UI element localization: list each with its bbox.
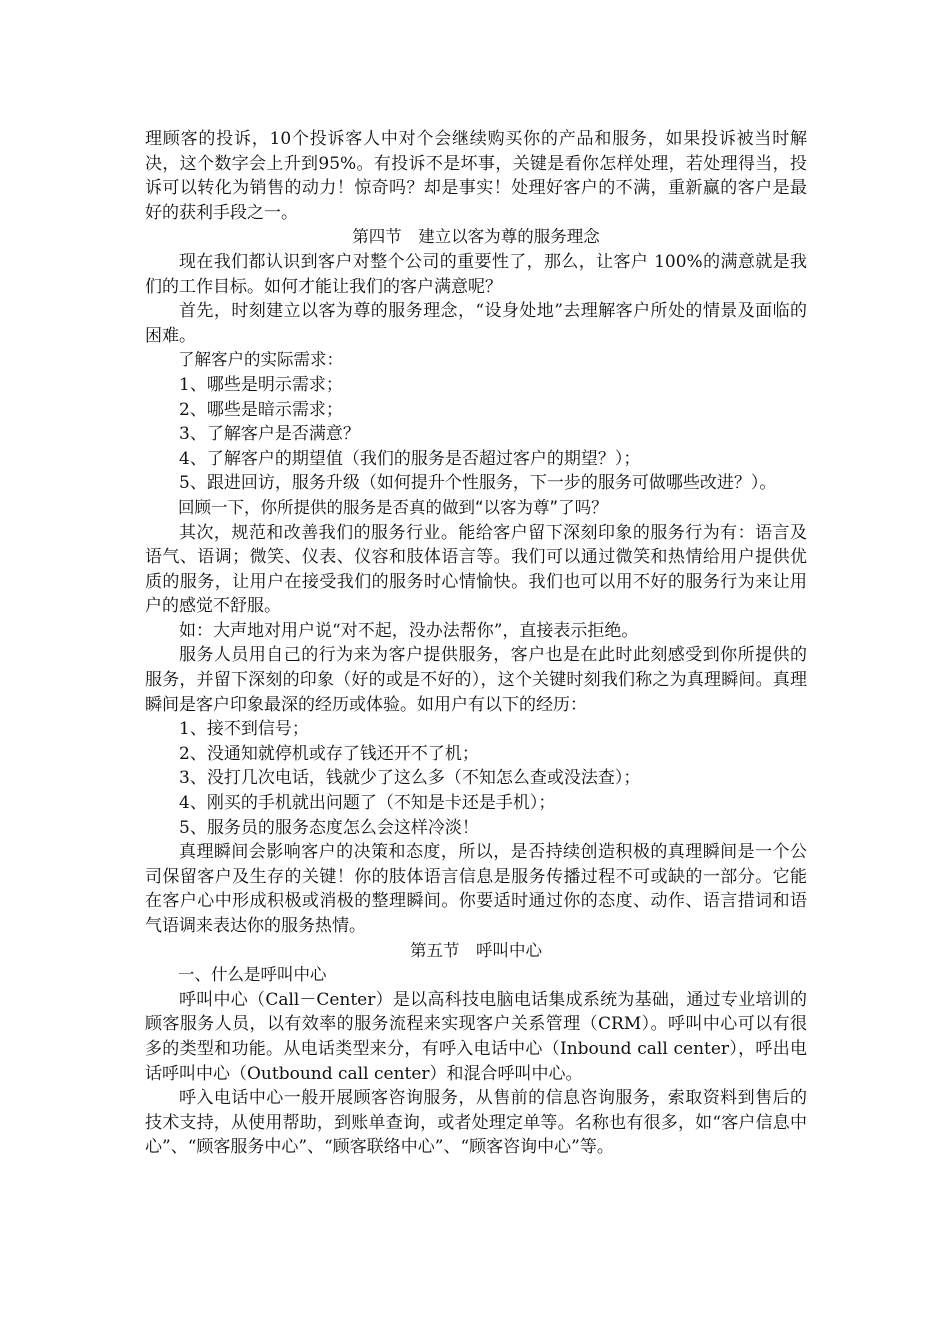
needs-item-3: 3、了解客户是否满意？ — [179, 424, 360, 445]
experience-item-5: 5、服务员的服务态度怎么会这样冷淡！ — [179, 817, 479, 838]
section-4-paragraph-5: 服务人员用自己的行为来为客户提供服务，客户也是在此时此刻感受到你所提供的服务，并留下深刻的印象（好的或是不好的），这个关键时刻我们称之为真理瞬间。真理瞬间是客户印象最深的经历或体验。如用户有以下的经历： — [145, 645, 807, 715]
paragraph-text: 规范和改善我们的服务行业。能给客户留下深刻印象的服务行为有：语言及语气、语调；微笑、仪表、仪容和肢体语言等。我们可以通过微笑和热情给用户提供优质的服务，让用户在接受我们的服务时心情愉快。我们也可以用不好的服务行为来让用户的感觉不舒服。 — [145, 522, 808, 617]
section-4-paragraph-6: 真理瞬间会影响客户的决策和态度，所以，是否持续创造积极的真理瞬间是一个公司保留客户及生存的关键！你的肢体语言信息是服务传播过程不可或缺的一部分。它能在客户心中形成积极或消极的整理瞬间。你要适时通过你的态度、动作、语言措词和语气语调来表达你的服务热情。 — [145, 842, 807, 936]
needs-item-2: 2、哪些是暗示需求； — [179, 399, 343, 420]
section-4-paragraph-2 — [145, 299, 807, 348]
experience-item-3: 3、没打几次电话，钱就少了这么多（不知怎么查或没法查）； — [179, 768, 641, 789]
section-4-title: 第四节 建立以客为尊的服务理念 — [352, 227, 600, 247]
section-5-subheading: 一、什么是呼叫中心 — [178, 965, 327, 985]
needs-heading: 了解客户的实际需求： — [178, 350, 343, 370]
section-5-paragraph-1: 呼叫中心（Call－Center）是以高科技电脑电话集成系统为基础，通过专业培训的顾客服务人员，以有效率的服务流程来实现客户关系管理（CRM）。呼叫中心可以有很多的类型和功能。从电话类型来分，有呼入电话中心（Inbound call center），呼出电话呼叫中心（Outbound call center）和混合呼叫中心。 — [145, 989, 807, 1084]
section-4-paragraph-4: 如：大声地对用户说“对不起，没办法帮你”，直接表示拒绝。 — [179, 620, 639, 641]
experience-item-4: 4、刚买的手机就出问题了（不知是卡还是手机）； — [179, 793, 556, 814]
needs-item-1: 1、哪些是明示需求； — [179, 374, 343, 395]
experience-item-1: 1、接不到信号； — [179, 719, 309, 740]
paragraph-text: 时刻建立以客为尊的服务理念，“设身处地”去理解客户所处的情景及面临的困难。 — [145, 301, 808, 346]
needs-item-5: 5、跟进回访，服务升级（如何提升个性服务，下一步的服务可做哪些改进？）。 — [179, 473, 777, 494]
needs-item-4: 4、了解客户的期望值（我们的服务是否超过客户的期望？）； — [179, 448, 641, 469]
experience-item-2: 2、没通知就停机或存了钱还开不了机； — [179, 743, 479, 764]
section-4-paragraph-3 — [145, 521, 807, 619]
paragraph-lead-second: 其次， — [179, 522, 232, 543]
intro-paragraph: 理顾客的投诉，10个投诉客人中对个会继续购买你的产品和服务，如果投诉被当时解决，这个数字会上升到95%。有投诉不是坏事，关键是看你怎样处理，若处理得当，投诉可以转化为销售的动力！惊奇吗？却是事实！处理好客户的不满，重新赢的客户是最好的获利手段之一。 — [145, 129, 807, 223]
document-page — [145, 127, 807, 1160]
paragraph-lead-first: 首先， — [179, 301, 232, 322]
section-5-title: 第五节 呼叫中心 — [410, 940, 542, 960]
section-4-paragraph-1: 现在我们都认识到客户对整个公司的重要性了，那么，让客户 100%的满意就是我们的工作目标。如何才能让我们的客户满意呢？ — [145, 251, 807, 297]
section-5-paragraph-2: 呼入电话中心一般开展顾客咨询服务，从售前的信息咨询服务，索取资料到售后的技术支持，从使用帮助，到账单查询，或者处理定单等。名称也有很多，如“客户信息中心”、“顾客服务中心”、“顾客联络中心”、“顾客咨询中心”等。 — [145, 1088, 807, 1158]
review-question: 回顾一下，你所提供的服务是否真的做到“以客为尊”了吗？ — [178, 497, 608, 517]
